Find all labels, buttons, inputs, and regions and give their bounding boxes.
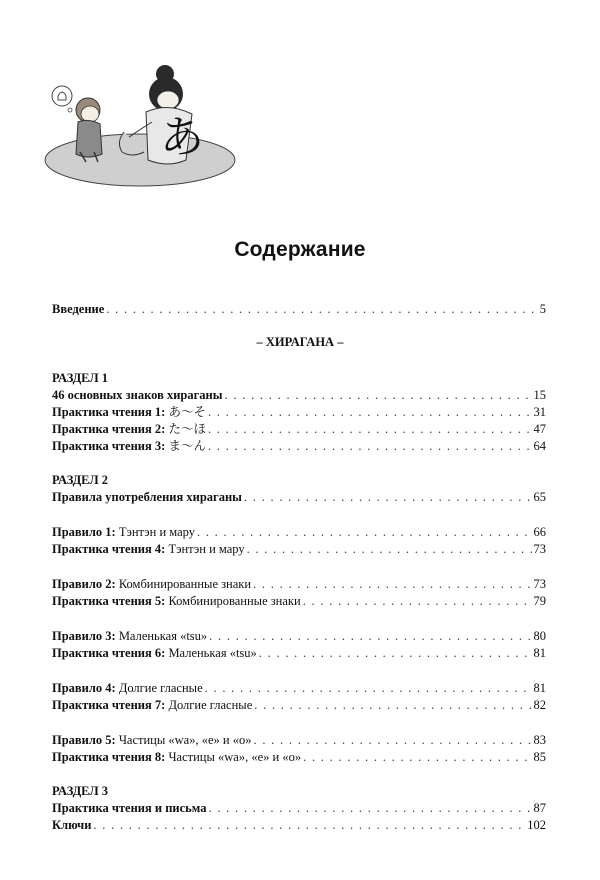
- toc-page-number: 82: [533, 698, 546, 712]
- toc-page-number: 83: [533, 733, 546, 747]
- toc-entry[interactable]: [52, 404, 546, 421]
- toc-entry[interactable]: [52, 438, 546, 455]
- dot-leader: [225, 387, 532, 404]
- toc-entry-label: Правила употребления хираганы: [52, 490, 242, 504]
- boy-figure: [76, 98, 102, 162]
- toc-entry-label: Правило 4:: [52, 681, 119, 695]
- dot-leader: [106, 301, 537, 318]
- toc-entry[interactable]: [52, 421, 546, 438]
- toc-page-number: 79: [533, 594, 546, 608]
- toc-page-number: 73: [533, 542, 546, 556]
- dot-leader: [253, 576, 531, 593]
- part-header-hiragana: – ХИРАГАНА –: [256, 335, 344, 349]
- toc-entry[interactable]: [52, 489, 546, 506]
- dot-leader: [259, 645, 532, 662]
- dot-leader: [303, 749, 531, 766]
- toc-entry[interactable]: [52, 732, 546, 749]
- dot-leader: [208, 800, 531, 817]
- toc-page-number: 73: [533, 577, 546, 591]
- dot-leader: [253, 732, 531, 749]
- toc-page-number: 65: [533, 490, 546, 504]
- toc-entry[interactable]: [52, 680, 546, 697]
- section-heading-3: РАЗДЕЛ 3: [52, 784, 109, 798]
- dot-leader: [247, 541, 532, 558]
- toc-entry-subtitle: Частицы «wa», «e» и «o»: [118, 733, 252, 747]
- section-heading-1: РАЗДЕЛ 1: [52, 371, 109, 385]
- toc-entry[interactable]: [52, 749, 546, 766]
- toc-page-number: 15: [533, 388, 546, 402]
- hiragana-a-glyph: あ: [160, 112, 204, 163]
- toc-page-number: 5: [539, 302, 546, 316]
- toc-entry-label: Введение: [52, 302, 105, 316]
- page-title: Содержание: [234, 238, 366, 261]
- toc-entry[interactable]: [52, 817, 546, 834]
- toc-page-number: 64: [533, 439, 546, 453]
- toc-entry[interactable]: [52, 524, 546, 541]
- toc-entry-label: Практика чтения 8:: [52, 750, 169, 764]
- toc-entry[interactable]: [52, 628, 546, 645]
- dot-leader: [197, 524, 532, 541]
- toc-entry-subtitle: Долгие гласные: [168, 698, 253, 712]
- toc-page-number: 81: [533, 681, 546, 695]
- dot-leader: [208, 421, 532, 438]
- toc-page-number: 66: [533, 525, 546, 539]
- toc-entry[interactable]: [52, 576, 546, 593]
- section-heading-2: РАЗДЕЛ 2: [52, 473, 109, 487]
- toc-entry-subtitle: た～ほ: [168, 422, 206, 436]
- toc-entry-subtitle: Тэнтэн и мару: [118, 525, 195, 539]
- toc-page-number: 85: [533, 750, 546, 764]
- toc-entry-subtitle: Тэнтэн и мару: [168, 542, 245, 556]
- toc-entry-subtitle: Долгие гласные: [118, 681, 203, 695]
- toc-entry-subtitle: Комбинированные знаки: [118, 577, 252, 591]
- toc-page-number: 81: [533, 646, 546, 660]
- toc-entry-subtitle: Частицы «wa», «e» и «o»: [168, 750, 302, 764]
- toc-entry-label: Правило 2:: [52, 577, 119, 591]
- toc-entry-label: Практика чтения 3:: [52, 439, 169, 453]
- toc-entry[interactable]: [52, 593, 546, 610]
- dot-leader: [208, 404, 532, 421]
- toc-entry-subtitle: Маленькая «tsu»: [118, 629, 208, 643]
- dot-leader: [205, 680, 532, 697]
- dot-leader: [254, 697, 531, 714]
- toc-entry[interactable]: [52, 697, 546, 714]
- dot-leader: [208, 438, 532, 455]
- dot-leader: [93, 817, 525, 834]
- dot-leader: [303, 593, 532, 610]
- toc-entry-label: Правило 3:: [52, 629, 119, 643]
- dot-leader: [209, 628, 531, 645]
- toc-entry-label: Практика чтения 4:: [52, 542, 169, 556]
- toc-entry-intro[interactable]: [52, 301, 546, 318]
- toc-entry-label: Практика чтения 2:: [52, 422, 169, 436]
- toc-entry-subtitle: Комбинированные знаки: [168, 594, 301, 608]
- toc-page-number: 31: [533, 405, 546, 419]
- dot-leader: [244, 489, 532, 506]
- toc-entry-label: Ключи: [52, 818, 92, 832]
- lightbulb-icon: [52, 86, 72, 112]
- toc-entry-label: 46 основных знаков хираганы: [52, 388, 223, 402]
- toc-entry[interactable]: [52, 645, 546, 662]
- toc-entry-label: Практика чтения и письма: [52, 801, 207, 815]
- toc-entry-label: Практика чтения 7:: [52, 698, 169, 712]
- toc-entry-label: Практика чтения 6:: [52, 646, 169, 660]
- toc-entry-label: Правило 5:: [52, 733, 119, 747]
- toc-entry-subtitle: Маленькая «tsu»: [168, 646, 257, 660]
- toc-entry-label: Практика чтения 1:: [52, 405, 169, 419]
- toc-entry-label: Правило 1:: [52, 525, 119, 539]
- toc-entry[interactable]: [52, 387, 546, 404]
- toc-entry[interactable]: [52, 541, 546, 558]
- toc-page-number: 47: [533, 422, 546, 436]
- toc-page-number: 87: [533, 801, 546, 815]
- toc-entry[interactable]: [52, 800, 546, 817]
- toc-entry-label: Практика чтения 5:: [52, 594, 169, 608]
- toc-page-number: 102: [527, 818, 546, 832]
- toc-entry-subtitle: あ～そ: [168, 405, 206, 419]
- toc-page-number: 80: [533, 629, 546, 643]
- cartoon-illustration: [40, 52, 240, 192]
- toc-entry-subtitle: ま～ん: [168, 439, 206, 453]
